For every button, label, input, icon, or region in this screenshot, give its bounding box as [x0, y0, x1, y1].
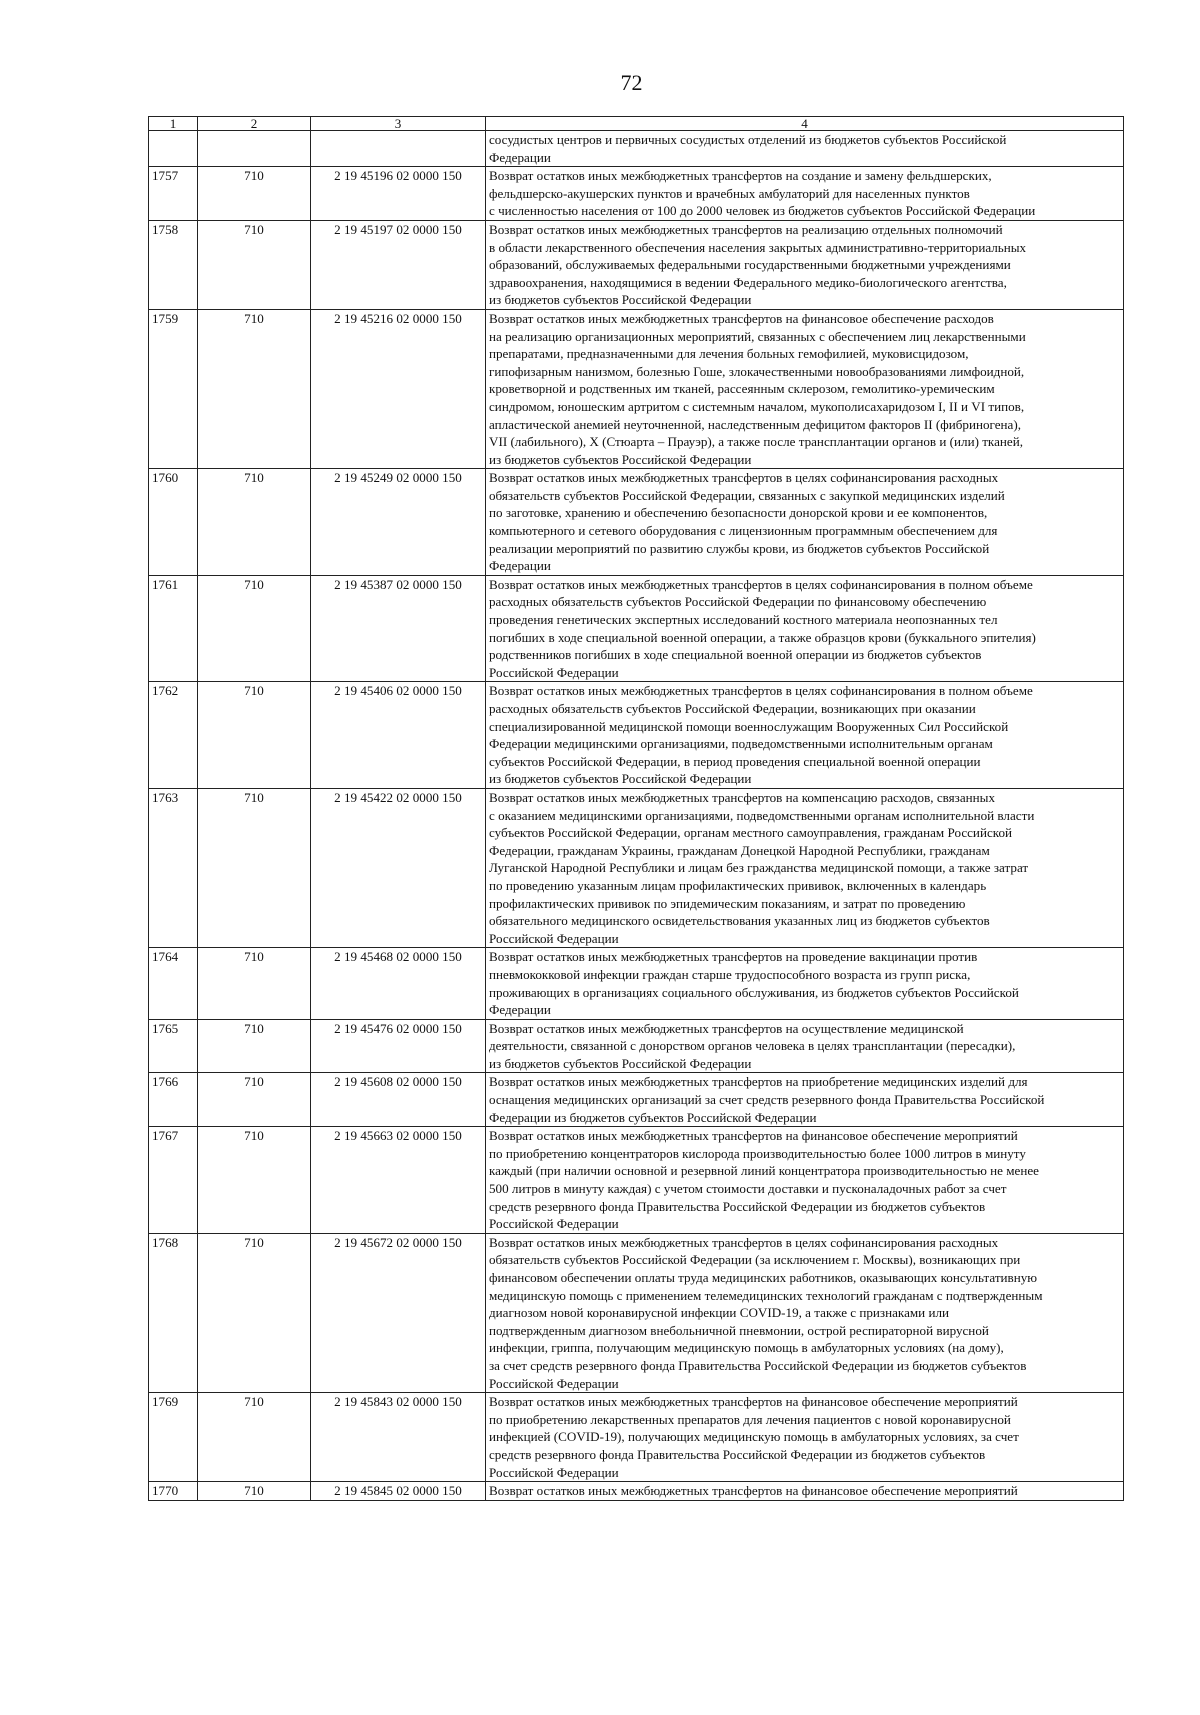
description-line: профилактических прививок по эпидемическим показаниям, и затрат по проведению [489, 895, 966, 911]
description-line: Возврат остатков иных межбюджетных трансфертов на проведение вакцинации против [489, 949, 978, 965]
description-cell [486, 948, 1124, 1019]
description-line: Возврат остатков иных межбюджетных трансфертов на создание и замену фельдшерских, [489, 168, 992, 184]
description-cell [486, 1127, 1124, 1234]
description-cell [486, 788, 1124, 947]
table-row [149, 309, 1124, 468]
admin-code-cell: 710 [198, 948, 311, 1019]
description-line: диагнозом новой коронавирусной инфекции COVID-19, а также с признаками или [489, 1305, 950, 1321]
description-line: Федерации [489, 149, 551, 165]
description-line: сосудистых центров и первичных сосудистых отделений из бюджетов субъектов Российской [489, 132, 1007, 147]
budget-code-cell: 2 19 45672 02 0000 150 [311, 1233, 486, 1392]
row-number-cell: 1770 [149, 1482, 198, 1501]
admin-code-cell: 710 [198, 682, 311, 789]
description-cell [486, 1482, 1124, 1501]
description-line: фельдшерско-акушерских пунктов и врачебных амбулаторий для населенных пунктов [489, 185, 970, 201]
description-line: Возврат остатков иных межбюджетных трансфертов в целях софинансирования расходных [489, 470, 999, 486]
table-row [149, 469, 1124, 576]
description-cell [486, 1019, 1124, 1073]
description-line: 500 литров в минуту каждая) с учетом стоимости доставки и пусконаладочных работ за счет [489, 1181, 1007, 1197]
admin-code-cell: 710 [198, 220, 311, 309]
budget-code-cell: 2 19 45406 02 0000 150 [311, 682, 486, 789]
table-row [149, 167, 1124, 221]
row-number-cell: 1763 [149, 788, 198, 947]
table-row [149, 575, 1124, 682]
table-row [149, 682, 1124, 789]
description-line: деятельности, связанной с донорством органов человека в целях трансплантации (пересадки), [489, 1038, 1016, 1054]
table-row [149, 1233, 1124, 1392]
description-line: проведения генетических экспертных исследований костного материала неопознанных тел [489, 612, 998, 628]
admin-code-cell: 710 [198, 1127, 311, 1234]
row-number-cell: 1768 [149, 1233, 198, 1392]
description-line: финансовом обеспечении оплаты труда медицинских работников, оказывающих консультативную [489, 1270, 1038, 1285]
description-line: из бюджетов субъектов Российской Федерации [489, 1055, 752, 1071]
row-number-cell: 1764 [149, 948, 198, 1019]
description-line: субъектов Российской Федерации, в период проведения специальной военной операции [489, 753, 981, 769]
description-line: инфекцией (COVID-19), получающих медицинскую помощь в амбулаторных условиях, за счет [489, 1429, 1019, 1445]
table-row [149, 1073, 1124, 1127]
description-line: Российской Федерации [489, 1464, 619, 1480]
description-line: Возврат остатков иных межбюджетных трансфертов на финансовое обеспечение мероприятий [489, 1483, 1018, 1499]
description-line: из бюджетов субъектов Российской Федерации [489, 771, 752, 787]
continuation-row [149, 131, 1124, 167]
table-row [149, 1482, 1124, 1501]
description-line: расходных обязательств субъектов Российской Федерации по финансовому обеспечению [489, 594, 987, 610]
description-line: по проведению указанным лицам профилактических прививок, включенных в календарь [489, 877, 987, 893]
description-line: Федерации медицинскими организациями, подведомственными исполнительным органам [489, 736, 993, 752]
description-line: в области лекарственного обеспечения населения закрытых административно-территориальных [489, 239, 1027, 255]
description-line: медицинскую помощь с применением телемедицинских технологий гражданам с подтвержденным [489, 1287, 1043, 1303]
description-line: каждый (при наличии основной и резервной линий концентратора производительностью не менее [489, 1163, 1039, 1179]
description-line: подтвержденным диагнозом внебольничной пневмонии, острой респираторной вирусной [489, 1322, 989, 1338]
description-line: апластической анемией неуточненной, наследственным дефицитом факторов II (фибриногена), [489, 416, 1021, 432]
description-line: здравоохранения, находящимися в ведении Федерального медико-биологического агентства, [489, 274, 1007, 290]
admin-code-cell: 710 [198, 575, 311, 682]
table-row [149, 1127, 1124, 1234]
description-cell [486, 1393, 1124, 1482]
description-line: из бюджетов субъектов Российской Федерации [489, 451, 752, 467]
header-row [149, 117, 1124, 131]
description-cell [486, 682, 1124, 789]
description-cell [486, 220, 1124, 309]
description-line: Возврат остатков иных межбюджетных трансфертов в целях софинансирования расходных [489, 1234, 999, 1250]
table-row [149, 788, 1124, 947]
admin-code-cell: 710 [198, 1073, 311, 1127]
description-line: погибших в ходе специальной военной операции, а также образцов крови (буккального эпителия) [489, 629, 1036, 645]
description-line: Возврат остатков иных межбюджетных трансфертов на компенсацию расходов, связанных [489, 789, 996, 805]
budget-code-cell: 2 19 45845 02 0000 150 [311, 1482, 486, 1501]
budget-code-cell: 2 19 45422 02 0000 150 [311, 788, 486, 947]
budget-code-cell: 2 19 45843 02 0000 150 [311, 1393, 486, 1482]
row-number-cell: 1759 [149, 309, 198, 468]
description-line: родственников погибших в ходе специальной военной операции из бюджетов субъектов [489, 647, 982, 663]
description-line: Возврат остатков иных межбюджетных трансфертов на финансовое обеспечение расходов [489, 310, 994, 326]
budget-code-cell [311, 131, 486, 167]
description-line: расходных обязательств субъектов Российской Федерации, возникающих при оказании [489, 701, 976, 716]
budget-code-cell: 2 19 45197 02 0000 150 [311, 220, 486, 309]
description-line: Возврат остатков иных межбюджетных трансфертов в целях софинансирования в полном объеме [489, 576, 1033, 592]
row-number-cell: 1760 [149, 469, 198, 576]
description-line: за счет средств резервного фонда Правительства Российской Федерации из бюджетов субъектов [489, 1357, 1027, 1373]
row-number-cell: 1769 [149, 1393, 198, 1482]
admin-code-cell: 710 [198, 788, 311, 947]
table-row [149, 948, 1124, 1019]
description-line: обязательного медицинского освидетельствования указанных лиц из бюджетов субъектов [489, 913, 990, 929]
admin-code-cell: 710 [198, 469, 311, 576]
description-line: Федерации [489, 1002, 551, 1018]
budget-code-cell: 2 19 45196 02 0000 150 [311, 167, 486, 221]
row-number-cell: 1766 [149, 1073, 198, 1127]
budget-codes-table [148, 116, 1124, 1501]
description-line: VII (лабильного), X (Стюарта – Прауэр), а также после трансплантации органов и (или) тканей, [489, 434, 1024, 450]
description-line: по приобретению концентраторов кислорода производительностью более 1000 литров в минуту [489, 1145, 1026, 1161]
description-line: компьютерного и сетевого оборудования с лицензионным программным обеспечением для [489, 523, 998, 539]
admin-code-cell: 710 [198, 1482, 311, 1501]
description-line: образований, обслуживаемых федеральными государственными бюджетными учреждениями [489, 257, 1011, 273]
admin-code-cell: 710 [198, 167, 311, 221]
description-line: Возврат остатков иных межбюджетных трансфертов на финансовое обеспечение мероприятий [489, 1394, 1018, 1410]
description-line: с численностью населения от 100 до 2000 человек из бюджетов субъектов Российской Федерации [489, 203, 1036, 219]
description-line: реализации мероприятий по развитию службы крови, из бюджетов субъектов Российской [489, 540, 990, 556]
description-line: Федерации [489, 558, 551, 574]
row-number-cell: 1761 [149, 575, 198, 682]
description-line: инфекции, гриппа, получающим медицинскую помощь в амбулаторных условиях (на дому), [489, 1340, 1004, 1356]
column-header-2: 2 [198, 117, 311, 131]
description-cell [486, 469, 1124, 576]
description-line: на реализацию организационных мероприятий, связанных с обеспечением лиц лекарственными [489, 328, 1026, 344]
admin-code-cell: 710 [198, 1019, 311, 1073]
row-number-cell: 1765 [149, 1019, 198, 1073]
description-line: Российской Федерации [489, 1375, 619, 1391]
column-header-4: 4 [486, 117, 1124, 131]
description-line: Луганской Народной Республики и лицам без гражданства медицинской помощи, а также затрат [489, 860, 1029, 876]
description-line: субъектов Российской Федерации, органам местного самоуправления, гражданам Российской [489, 825, 1013, 841]
description-line: обязательств субъектов Российской Федерации (за исключением г. Москвы), возникающих при [489, 1252, 1021, 1268]
description-cell [486, 1233, 1124, 1392]
description-line: препаратами, предназначенными для лечения больных гемофилией, муковисцидозом, [489, 346, 969, 362]
column-header-1: 1 [149, 117, 198, 131]
budget-code-cell: 2 19 45663 02 0000 150 [311, 1127, 486, 1234]
description-line: средств резервного фонда Правительства Российской Федерации из бюджетов субъектов [489, 1446, 986, 1462]
description-line: из бюджетов субъектов Российской Федерации [489, 292, 752, 308]
description-line: с оказанием медицинскими организациями, подведомственными органам исполнительной власти [489, 807, 1035, 823]
description-cell [486, 575, 1124, 682]
description-line: оснащения медицинских организаций за счет средств резервного фонда Правительства Российской [489, 1092, 1045, 1108]
description-line: Возврат остатков иных межбюджетных трансфертов в целях софинансирования в полном объеме [489, 683, 1033, 699]
table-row [149, 1019, 1124, 1073]
column-header-3: 3 [311, 117, 486, 131]
budget-code-cell: 2 19 45608 02 0000 150 [311, 1073, 486, 1127]
description-cell [486, 1073, 1124, 1127]
description-line: Российской Федерации [489, 1216, 619, 1232]
description-cell [486, 131, 1124, 167]
description-line: Российской Федерации [489, 930, 619, 946]
budget-code-cell: 2 19 45216 02 0000 150 [311, 309, 486, 468]
row-number-cell: 1757 [149, 167, 198, 221]
table-row [149, 220, 1124, 309]
description-line: проживающих в организациях социального обслуживания, из бюджетов субъектов Российской [489, 984, 1019, 1000]
description-line: по заготовке, хранению и обеспечению безопасности донорской крови и ее компонентов, [489, 505, 988, 521]
table-row [149, 1393, 1124, 1482]
description-line: кроветворной и родственных им тканей, рассеянным склерозом, гемолитико-уремическим [489, 381, 995, 397]
description-line: обязательств субъектов Российской Федерации, связанных с закупкой медицинских изделий [489, 487, 1005, 503]
row-number-cell: 1767 [149, 1127, 198, 1234]
row-number-cell: 1762 [149, 682, 198, 789]
row-number-cell: 1758 [149, 220, 198, 309]
description-line: Возврат остатков иных межбюджетных трансфертов на финансовое обеспечение мероприятий [489, 1128, 1018, 1144]
description-line: Возврат остатков иных межбюджетных трансфертов на приобретение медицинских изделий для [489, 1074, 1028, 1090]
budget-code-cell: 2 19 45387 02 0000 150 [311, 575, 486, 682]
admin-code-cell: 710 [198, 309, 311, 468]
description-line: синдромом, юношеским артритом с системным началом, мукополисахаридозом I, II и VI типов, [489, 398, 1025, 414]
admin-code-cell [198, 131, 311, 167]
budget-code-cell: 2 19 45249 02 0000 150 [311, 469, 486, 576]
budget-code-cell: 2 19 45468 02 0000 150 [311, 948, 486, 1019]
admin-code-cell: 710 [198, 1233, 311, 1392]
description-line: Российской Федерации [489, 664, 619, 680]
description-line: средств резервного фонда Правительства Российской Федерации из бюджетов субъектов [489, 1198, 986, 1214]
table-body [149, 131, 1124, 1501]
description-line: по приобретению лекарственных препаратов для лечения пациентов с новой коронавирусной [489, 1411, 1011, 1427]
budget-code-cell: 2 19 45476 02 0000 150 [311, 1019, 486, 1073]
description-line: Федерации из бюджетов субъектов Российской Федерации [489, 1109, 817, 1125]
description-line: пневмококковой инфекции граждан старше трудоспособного возраста из групп риска, [489, 966, 971, 982]
row-number-cell [149, 131, 198, 167]
admin-code-cell: 710 [198, 1393, 311, 1482]
description-line: Возврат остатков иных межбюджетных трансфертов на реализацию отдельных полномочий [489, 221, 1003, 237]
description-line: специализированной медицинской помощи военнослужащим Вооруженных Сил Российской [489, 718, 1009, 734]
description-line: гипофизарным нанизмом, болезнью Гоше, злокачественными новообразованиями лимфоидной, [489, 363, 1025, 379]
description-line: Возврат остатков иных межбюджетных трансфертов на осуществление медицинской [489, 1020, 964, 1036]
page-number: 72 [620, 70, 643, 95]
description-cell [486, 167, 1124, 221]
description-line: Федерации, гражданам Украины, гражданам Донецкой Народной Республики, гражданам [489, 842, 990, 858]
description-cell [486, 309, 1124, 468]
